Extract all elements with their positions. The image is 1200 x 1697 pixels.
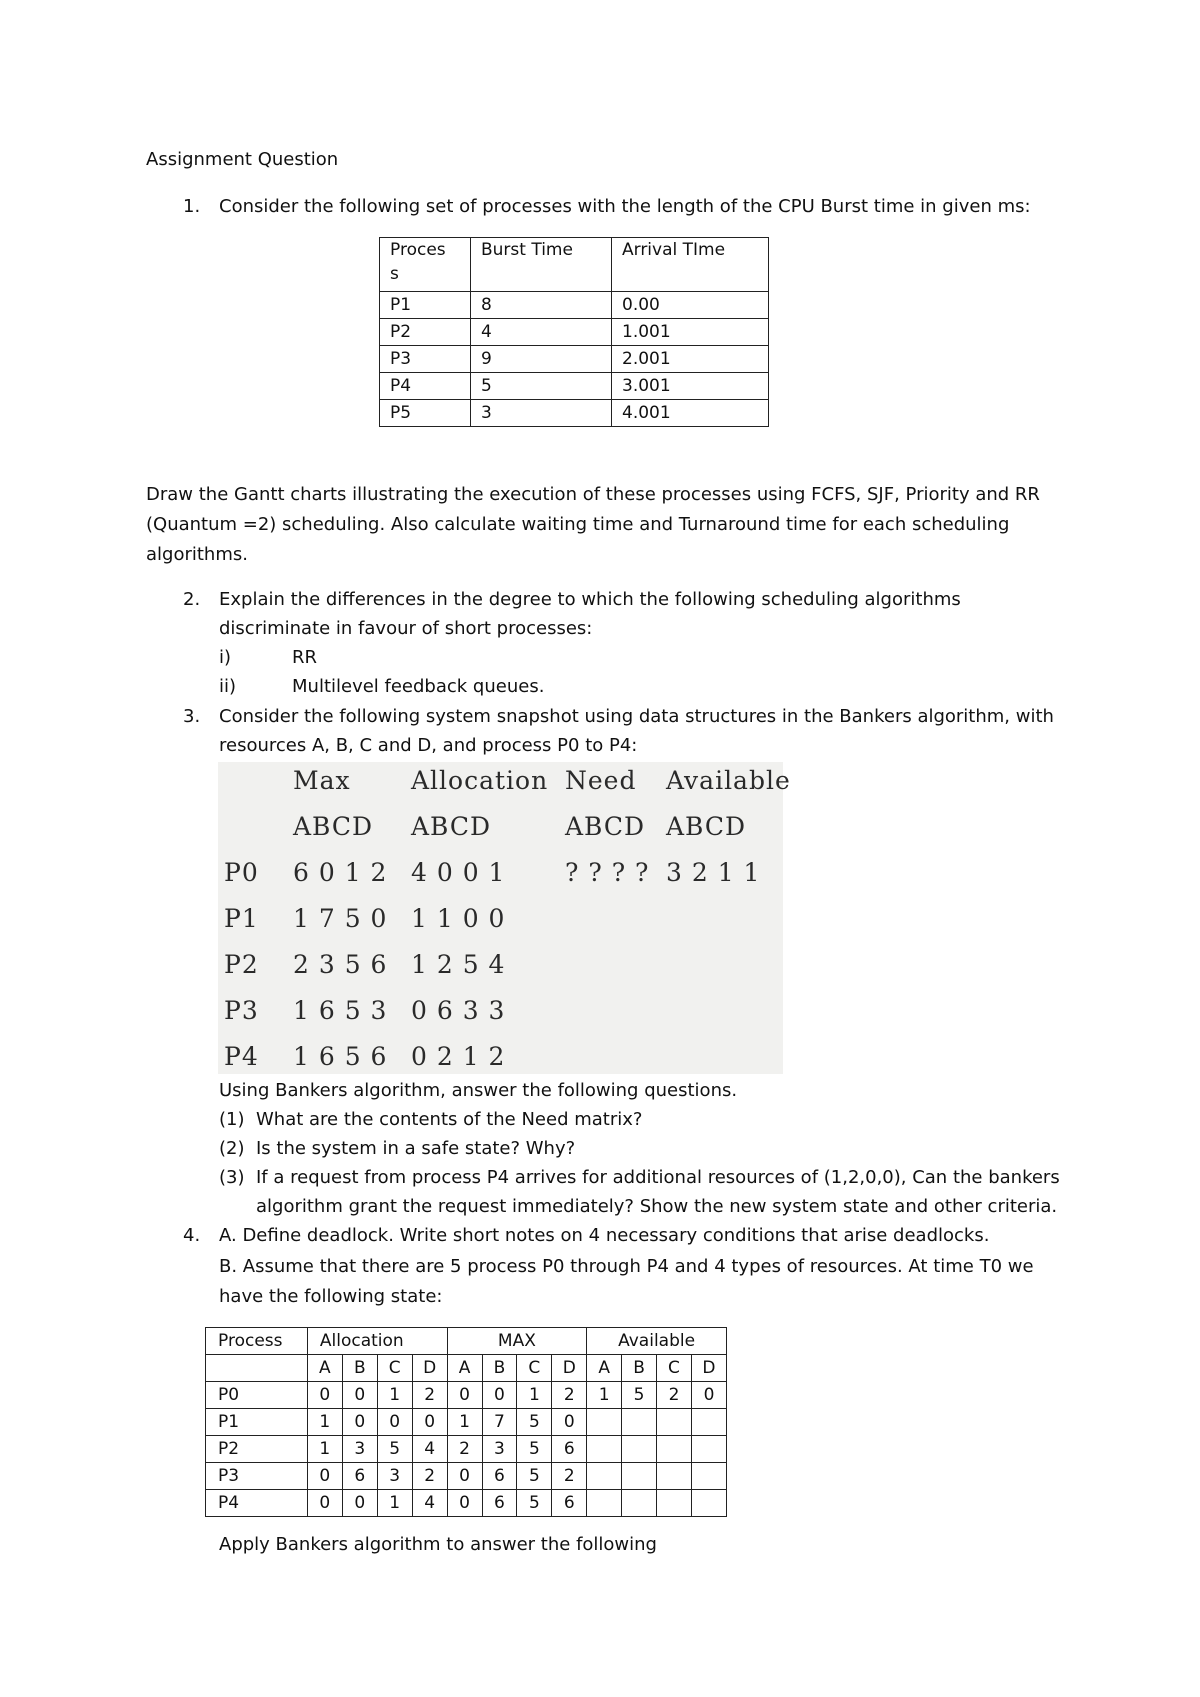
resource-letter: C xyxy=(657,1355,692,1382)
cell: 0 xyxy=(307,1463,342,1490)
table-row xyxy=(206,1382,727,1409)
cell xyxy=(657,1490,692,1517)
table-row xyxy=(380,319,769,346)
cell: 2 xyxy=(412,1463,447,1490)
resource-letter: A xyxy=(587,1355,622,1382)
cell: 5 xyxy=(517,1463,552,1490)
empty-cell xyxy=(206,1355,308,1382)
header-process: Process xyxy=(206,1328,308,1355)
cell: 2 xyxy=(552,1382,587,1409)
cell: 1.001 xyxy=(612,319,769,346)
cell xyxy=(622,1409,657,1436)
snapshot-process-label: P3 xyxy=(224,996,259,1025)
q3-line-1: Consider the following system snapshot using data structures in the Bankers algorithm, with xyxy=(219,706,1054,727)
bankers-snapshot-image xyxy=(218,762,791,1074)
cell: 4 xyxy=(412,1436,447,1463)
snapshot-header-available: Available xyxy=(666,766,791,795)
q2-item-text: Multilevel feedback queues. xyxy=(292,676,545,697)
cell xyxy=(587,1490,622,1517)
resource-letter: A xyxy=(447,1355,482,1382)
cell xyxy=(622,1490,657,1517)
cell: 7 xyxy=(482,1409,517,1436)
process-cell: P3 xyxy=(206,1463,308,1490)
q3-sub-text: What are the contents of the Need matrix? xyxy=(256,1109,643,1130)
snapshot-allocation-value: 0 2 1 2 xyxy=(411,1042,506,1071)
cell xyxy=(657,1436,692,1463)
cell: 5 xyxy=(471,373,612,400)
resource-letter: A xyxy=(307,1355,342,1382)
q3-number: 3. xyxy=(183,706,201,727)
cell xyxy=(657,1463,692,1490)
table-row xyxy=(206,1463,727,1490)
cell: 4.001 xyxy=(612,400,769,427)
table-row xyxy=(206,1490,727,1517)
q3-sub-text: Is the system in a safe state? Why? xyxy=(256,1138,576,1159)
snapshot-allocation-value: 1 1 0 0 xyxy=(411,904,506,933)
snapshot-need-value: ? ? ? ? xyxy=(565,858,650,887)
cell: 5 xyxy=(517,1409,552,1436)
cell: 4 xyxy=(412,1490,447,1517)
q2-item-label: ii) xyxy=(219,676,237,697)
cell: P4 xyxy=(380,373,471,400)
cell: 3 xyxy=(482,1436,517,1463)
q4-footer: Apply Bankers algorithm to answer the following xyxy=(219,1534,657,1555)
process-cell: P2 xyxy=(206,1436,308,1463)
cell: 2 xyxy=(412,1382,447,1409)
snapshot-allocation-value: 1 2 5 4 xyxy=(411,950,506,979)
q1-paragraph-line-3: algorithms. xyxy=(146,544,248,565)
cell xyxy=(691,1436,726,1463)
snapshot-header-allocation: Allocation xyxy=(411,766,549,795)
q3-sub-label: (1) xyxy=(219,1109,245,1130)
q2-line-2: discriminate in favour of short processes: xyxy=(219,618,593,639)
cell: 3.001 xyxy=(612,373,769,400)
cell xyxy=(622,1463,657,1490)
process-cell: P0 xyxy=(206,1382,308,1409)
cell: 3 xyxy=(377,1463,412,1490)
resource-letter: D xyxy=(691,1355,726,1382)
bankers-state-table xyxy=(205,1327,727,1517)
q1-paragraph-line-2: (Quantum =2) scheduling. Also calculate waiting time and Turnaround time for each scheduling xyxy=(146,514,1010,535)
q3-sub-label: (3) xyxy=(219,1167,245,1188)
q4-part-b-line-1: B. Assume that there are 5 process P0 through P4 and 4 types of resources. At time T0 we xyxy=(219,1256,1034,1277)
header-max: MAX xyxy=(447,1328,587,1355)
cell: P2 xyxy=(380,319,471,346)
q3-sub-text: If a request from process P4 arrives for additional resources of (1,2,0,0), Can the bankers xyxy=(256,1167,1060,1188)
cell xyxy=(587,1463,622,1490)
cell: 0 xyxy=(447,1490,482,1517)
resource-letter: C xyxy=(377,1355,412,1382)
cell: 0 xyxy=(307,1382,342,1409)
cell: 5 xyxy=(517,1490,552,1517)
table-row xyxy=(206,1436,727,1463)
cell xyxy=(691,1490,726,1517)
table-row xyxy=(380,373,769,400)
cell: 4 xyxy=(471,319,612,346)
cell: 0 xyxy=(447,1382,482,1409)
cell: 1 xyxy=(517,1382,552,1409)
snapshot-max-value: 2 3 5 6 xyxy=(293,950,388,979)
q4-number: 4. xyxy=(183,1225,201,1246)
cell: 1 xyxy=(307,1436,342,1463)
cell: 0 xyxy=(552,1409,587,1436)
resource-letter: B xyxy=(342,1355,377,1382)
assignment-heading: Assignment Question xyxy=(146,149,339,170)
process-cell: P4 xyxy=(206,1490,308,1517)
cell: 6 xyxy=(552,1490,587,1517)
snapshot-process-label: P2 xyxy=(224,950,259,979)
table-row xyxy=(380,400,769,427)
q1-number: 1. xyxy=(183,196,201,217)
cell xyxy=(657,1409,692,1436)
cell xyxy=(691,1409,726,1436)
burst-time-table xyxy=(379,237,769,427)
cell xyxy=(587,1409,622,1436)
cell: 2 xyxy=(657,1382,692,1409)
q2-number: 2. xyxy=(183,589,201,610)
cell xyxy=(691,1463,726,1490)
cell: 0 xyxy=(342,1409,377,1436)
q4-part-a: A. Define deadlock. Write short notes on 4 necessary conditions that arise deadlocks. xyxy=(219,1225,990,1246)
cell: 0 xyxy=(447,1463,482,1490)
resource-letter: D xyxy=(412,1355,447,1382)
snapshot-header-need: Need xyxy=(565,766,637,795)
q3-sub-label: (2) xyxy=(219,1138,245,1159)
snapshot-max-value: 6 0 1 2 xyxy=(293,858,388,887)
resource-letter: D xyxy=(552,1355,587,1382)
header-allocation: Allocation xyxy=(307,1328,447,1355)
cell: 0 xyxy=(342,1382,377,1409)
cell: 2 xyxy=(552,1463,587,1490)
cell: 5 xyxy=(517,1436,552,1463)
cell: 6 xyxy=(552,1436,587,1463)
cell: 1 xyxy=(587,1382,622,1409)
header-process: Proces s xyxy=(380,238,471,292)
cell: 0 xyxy=(377,1409,412,1436)
snapshot-subheader: ABCD xyxy=(565,812,646,841)
cell: 9 xyxy=(471,346,612,373)
q3-line-2: resources A, B, C and D, and process P0 to P4: xyxy=(219,735,638,756)
cell: 1 xyxy=(377,1490,412,1517)
cell: P5 xyxy=(380,400,471,427)
cell xyxy=(622,1436,657,1463)
q2-item-text: RR xyxy=(292,647,318,668)
q1-text: Consider the following set of processes with the length of the CPU Burst time in given ms: xyxy=(219,196,1031,217)
cell: 3 xyxy=(342,1436,377,1463)
q2-item-label: i) xyxy=(219,647,232,668)
snapshot-max-value: 1 6 5 3 xyxy=(293,996,388,1025)
snapshot-subheader: ABCD xyxy=(666,812,747,841)
cell: 0.00 xyxy=(612,292,769,319)
snapshot-process-label: P4 xyxy=(224,1042,259,1071)
cell: 0 xyxy=(691,1382,726,1409)
resource-letter: B xyxy=(622,1355,657,1382)
cell: 6 xyxy=(342,1463,377,1490)
cell: 0 xyxy=(307,1490,342,1517)
table-row xyxy=(206,1409,727,1436)
cell: 2.001 xyxy=(612,346,769,373)
table-row xyxy=(380,292,769,319)
cell: 8 xyxy=(471,292,612,319)
snapshot-allocation-value: 4 0 0 1 xyxy=(411,858,506,887)
q1-paragraph-line-1: Draw the Gantt charts illustrating the execution of these processes using FCFS, SJF, Priority and RR xyxy=(146,484,1040,505)
cell: 6 xyxy=(482,1490,517,1517)
header-arrival-time: Arrival TIme xyxy=(612,238,769,292)
cell: 2 xyxy=(447,1436,482,1463)
resource-letter: B xyxy=(482,1355,517,1382)
header-available: Available xyxy=(587,1328,727,1355)
cell: 0 xyxy=(412,1409,447,1436)
snapshot-allocation-value: 0 6 3 3 xyxy=(411,996,506,1025)
snapshot-subheader: ABCD xyxy=(293,812,374,841)
snapshot-process-label: P0 xyxy=(224,858,259,887)
cell: 1 xyxy=(377,1382,412,1409)
cell: 6 xyxy=(482,1463,517,1490)
cell: 0 xyxy=(342,1490,377,1517)
cell: P1 xyxy=(380,292,471,319)
q2-line-1: Explain the differences in the degree to which the following scheduling algorithms xyxy=(219,589,961,610)
q3-intro: Using Bankers algorithm, answer the following questions. xyxy=(219,1080,738,1101)
snapshot-available-value: 3 2 1 1 xyxy=(666,858,761,887)
cell: 0 xyxy=(482,1382,517,1409)
cell: P3 xyxy=(380,346,471,373)
snapshot-subheader: ABCD xyxy=(411,812,492,841)
q4-part-b-line-2: have the following state: xyxy=(219,1286,443,1307)
process-cell: P1 xyxy=(206,1409,308,1436)
header-burst-time: Burst Time xyxy=(471,238,612,292)
cell: 1 xyxy=(447,1409,482,1436)
cell: 3 xyxy=(471,400,612,427)
resource-letter: C xyxy=(517,1355,552,1382)
cell: 5 xyxy=(377,1436,412,1463)
cell xyxy=(587,1436,622,1463)
snapshot-process-label: P1 xyxy=(224,904,259,933)
table-row xyxy=(380,346,769,373)
cell: 1 xyxy=(307,1409,342,1436)
q3-sub-text-continued: algorithm grant the request immediately? Show the new system state and other criteria. xyxy=(256,1196,1058,1217)
snapshot-max-value: 1 7 5 0 xyxy=(293,904,388,933)
cell: 5 xyxy=(622,1382,657,1409)
snapshot-max-value: 1 6 5 6 xyxy=(293,1042,388,1071)
snapshot-header-max: Max xyxy=(293,766,351,795)
